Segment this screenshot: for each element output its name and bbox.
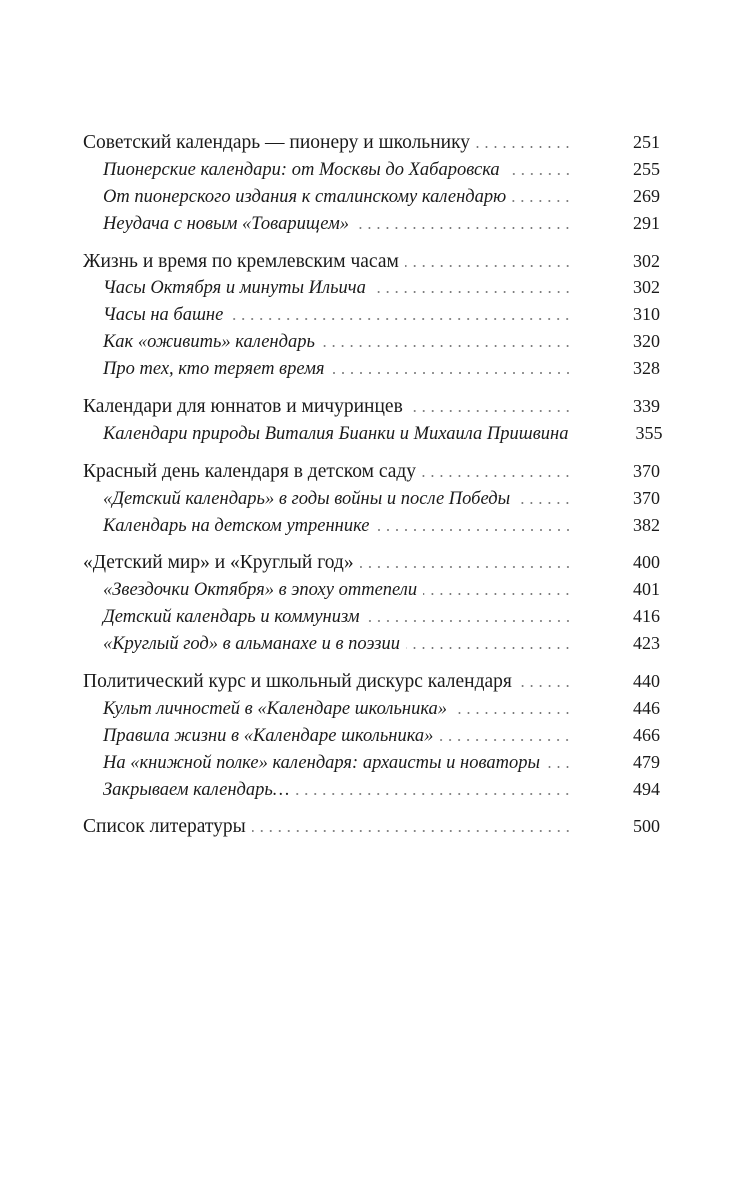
dot-leader xyxy=(229,318,572,320)
toc-chapter-entry[interactable] xyxy=(83,393,660,420)
entry-title: Про тех, кто теряет время xyxy=(103,359,325,380)
dot-leader xyxy=(476,146,572,148)
page-number: 320 xyxy=(633,331,660,352)
entry-title: Неудача с новым «Товарищем» xyxy=(103,213,350,234)
entry-title: Часы Октября и минуты Ильича xyxy=(103,278,366,299)
page-number: 339 xyxy=(633,396,660,417)
toc-chapter-group xyxy=(83,129,660,237)
toc-section-entry[interactable] xyxy=(83,776,660,803)
dot-leader xyxy=(439,739,572,741)
entry-title: Советский календарь — пионеру и школьнику xyxy=(83,132,471,153)
dot-leader xyxy=(372,291,572,293)
page-number: 401 xyxy=(633,579,660,600)
entry-title: Детский календарь и коммунизм xyxy=(103,607,360,628)
dot-leader xyxy=(453,712,572,714)
page-number: 328 xyxy=(633,358,660,379)
entry-title: На «книжной полке» календаря: архаисты и новаторы xyxy=(103,752,540,773)
toc-section-entry[interactable] xyxy=(83,576,660,603)
entry-title: Пионерские календари: от Москвы до Хабаровска xyxy=(103,159,500,180)
entry-title: Часы на башне xyxy=(103,305,224,326)
toc-section-entry[interactable] xyxy=(83,420,663,447)
toc-section-entry[interactable] xyxy=(83,274,660,301)
entry-title: Красный день календаря в детском саду xyxy=(83,460,417,482)
toc-chapter-group xyxy=(83,248,660,382)
page-number: 355 xyxy=(635,422,663,443)
toc-section-entry[interactable] xyxy=(83,355,660,382)
dot-leader xyxy=(409,410,572,412)
dot-leader xyxy=(512,200,572,202)
page-number: 291 xyxy=(633,212,660,233)
entry-title: «Детский мир» и «Круглый год» xyxy=(83,552,354,574)
toc-section-entry[interactable] xyxy=(83,183,660,210)
page-number: 400 xyxy=(633,552,660,573)
entry-title: Календари природы Виталия Бианки и Михаила Пришвина xyxy=(103,423,569,444)
dot-leader xyxy=(422,475,572,477)
toc-chapter-group xyxy=(83,813,660,840)
toc-section-entry[interactable] xyxy=(83,210,660,237)
page-number: 370 xyxy=(633,487,660,508)
page-number: 446 xyxy=(633,697,660,718)
page-number: 494 xyxy=(633,778,660,799)
dot-leader xyxy=(376,529,573,531)
page-number: 382 xyxy=(633,514,660,535)
entry-title: Календарь на детском утреннике xyxy=(103,515,370,536)
page-number: 310 xyxy=(633,304,660,325)
toc-chapter-group xyxy=(83,458,660,539)
toc-section-entry[interactable] xyxy=(83,301,660,328)
toc-section-entry[interactable] xyxy=(83,512,660,539)
page-number: 302 xyxy=(633,250,660,271)
page-number: 255 xyxy=(633,158,660,179)
dot-leader xyxy=(295,793,572,795)
toc-section-entry[interactable] xyxy=(83,749,660,776)
dot-leader xyxy=(360,566,572,568)
toc-section-entry[interactable] xyxy=(83,630,660,657)
page-number: 466 xyxy=(633,724,660,745)
toc-chapter-group xyxy=(83,668,660,802)
toc-chapter-group xyxy=(83,549,660,657)
page-number: 302 xyxy=(633,277,660,298)
entry-title: Жизнь и время по кремлевским часам xyxy=(83,250,399,272)
toc-chapter-entry[interactable] xyxy=(83,549,660,576)
entry-title: Календари для юннатов и мичуринцев xyxy=(83,396,403,418)
toc-chapter-entry[interactable] xyxy=(83,129,660,156)
page-number: 440 xyxy=(633,671,660,692)
page-number: 416 xyxy=(633,606,660,627)
dot-leader xyxy=(355,227,572,229)
page-number: 500 xyxy=(633,816,660,837)
entry-title: Политический курс и школьный дискурс календаря xyxy=(83,671,512,693)
page-number: 479 xyxy=(633,751,660,772)
dot-leader xyxy=(406,647,572,649)
entry-title: Правила жизни в «Календаре школьника» xyxy=(103,725,434,746)
dot-leader xyxy=(518,685,572,687)
page-number: 251 xyxy=(633,132,660,152)
page-number: 370 xyxy=(633,460,660,481)
entry-title: «Круглый год» в альманахе и в поэзии xyxy=(103,634,400,655)
dot-leader xyxy=(366,620,572,622)
toc-chapter-entry[interactable] xyxy=(83,668,660,695)
toc-chapter-entry[interactable] xyxy=(83,458,660,485)
entry-title: «Звездочки Октября» в эпоху оттепели xyxy=(103,580,418,601)
toc-section-entry[interactable] xyxy=(83,156,660,183)
dot-leader xyxy=(516,502,572,504)
toc-section-entry[interactable] xyxy=(83,722,660,749)
dot-leader xyxy=(506,173,572,175)
toc-section-entry[interactable] xyxy=(83,603,660,630)
dot-leader xyxy=(331,372,573,374)
table-of-contents xyxy=(83,129,663,851)
toc-section-entry[interactable] xyxy=(83,485,660,512)
entry-title: Культ личностей в «Календаре школьника» xyxy=(103,698,448,719)
dot-leader xyxy=(405,265,572,267)
dot-leader xyxy=(252,830,572,832)
toc-chapter-entry[interactable] xyxy=(83,248,660,275)
toc-section-entry[interactable] xyxy=(83,695,660,722)
dot-leader xyxy=(321,345,572,347)
entry-title: Список литературы xyxy=(83,816,246,838)
toc-section-entry[interactable] xyxy=(83,328,660,355)
page-number: 269 xyxy=(633,185,660,206)
dot-leader xyxy=(546,766,572,768)
entry-title: От пионерского издания к сталинскому календарю xyxy=(103,186,507,207)
toc-chapter-entry[interactable] xyxy=(83,813,660,840)
entry-title: «Детский календарь» в годы войны и после Победы xyxy=(103,488,511,509)
dot-leader xyxy=(423,593,572,595)
entry-title: Как «оживить» календарь xyxy=(103,332,315,353)
toc-chapter-group xyxy=(83,393,663,447)
entry-title: Закрываем календарь… xyxy=(103,779,290,800)
page-number: 423 xyxy=(633,633,660,654)
